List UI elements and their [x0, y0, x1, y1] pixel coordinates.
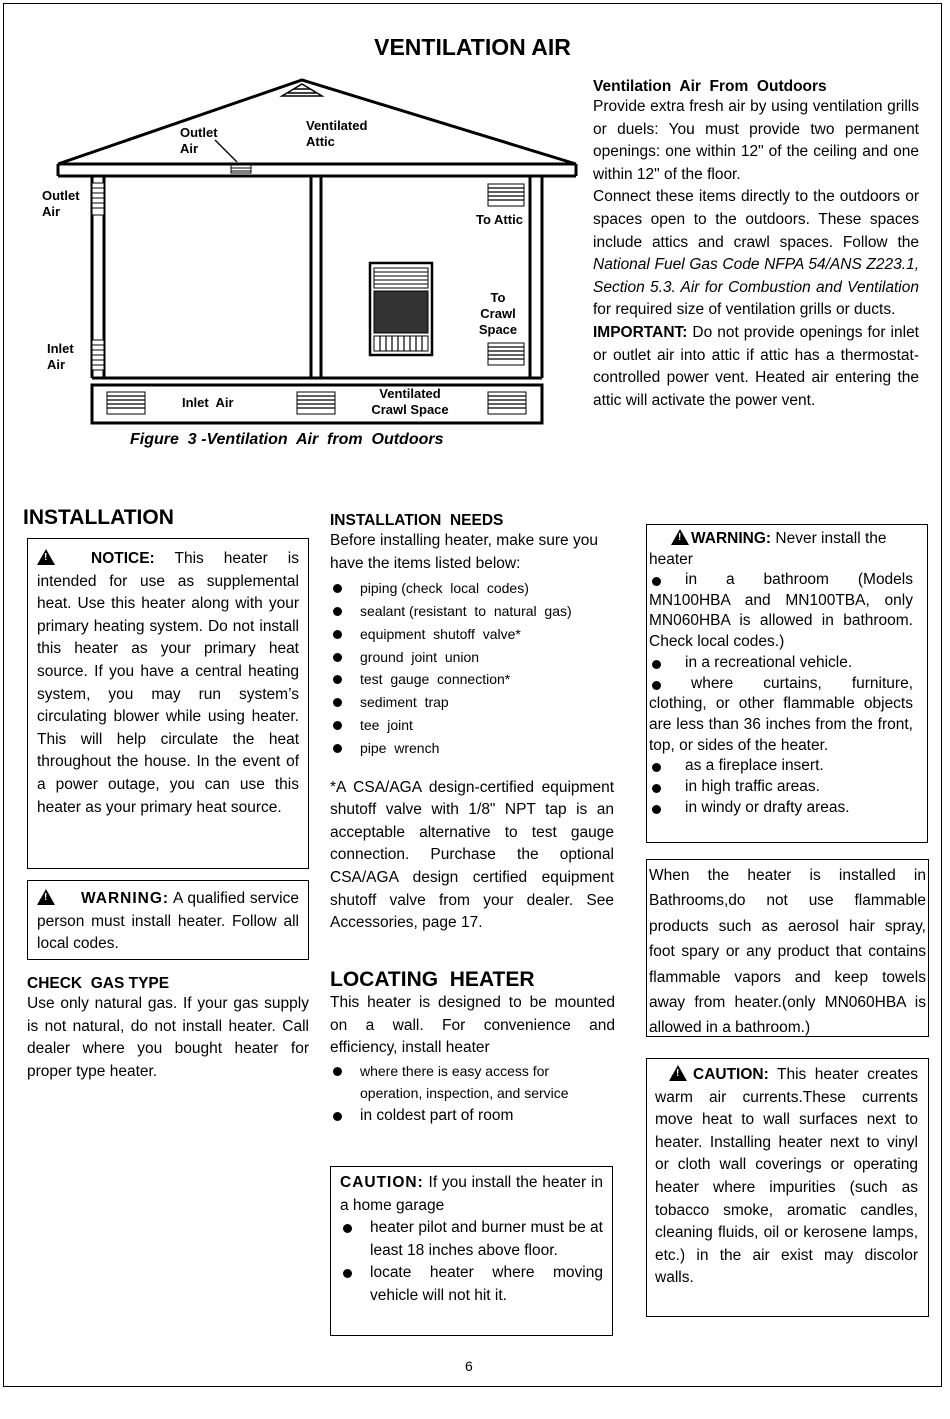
bathroom-box — [646, 859, 929, 1037]
figure-caption: Figure 3 -Ventilation Air from Outdoors — [130, 431, 444, 448]
needs-footnote: *A CSA/AGA design-certified equipment shutoff valve with 1/8" NPT tap is an acceptable alternative to test gauge connection. Purchase the optional CSA/AGA design certified equipment shutoff valve from your dealer. See Accessories, page 17. — [330, 778, 614, 932]
locating-heading: LOCATING HEATER — [330, 968, 535, 991]
locating-caution-box: CAUTION: If you install the heater in a home garage heater pilot and burner must be at least 18 inches above floor. locate heater where moving vehicle will not hit it. — [330, 1166, 613, 1336]
list-item: tee joint — [330, 714, 619, 737]
check-gas-heading: CHECK GAS TYPE — [27, 975, 170, 992]
list-item: in windy or drafty areas. — [649, 798, 913, 819]
needs-heading: INSTALLATION NEEDS — [330, 512, 504, 529]
label-inlet-air-bottom: Inlet Air — [182, 395, 234, 410]
warning-triangle-icon — [669, 1065, 687, 1081]
list-item: ground joint union — [330, 646, 619, 669]
list-item: locate heater where moving vehicle will not hit it. — [340, 1262, 603, 1307]
list-item: in coldest part of room — [330, 1105, 615, 1128]
list-item: sealant (resistant to natural gas) — [330, 600, 619, 623]
right-caution-box: !CAUTION: This heater creates warm air currents.These currents move heat to wall surfaces next to heater. Installing heater next to vinyl or cloth wall coverings or operating heater where impurities (such as tobacco smoke, aromatic candles, cleaning fluids, oil or kerosene lamps, etc.) in the air exist may discolor walls. — [646, 1058, 929, 1317]
list-item: pipe wrench — [330, 737, 619, 760]
label-outlet-air-left: Outlet Air — [42, 188, 80, 219]
list-item: in a bathroom (Models MN100HBA and MN100TBA, only MN060HBA is allowed in bathroom. Check local codes.) — [649, 570, 913, 653]
locating-intro: This heater is designed to be mounted on a wall. For convenience and efficiency, install heater — [330, 994, 615, 1057]
outdoors-heading: Ventilation Air From Outdoors — [593, 78, 827, 95]
locating-section — [330, 968, 615, 1128]
outdoors-para-2: Connect these items directly to the outdoors or spaces open to the outdoors. These spaces include attics and crawl spaces. Follow the National Fuel Gas Code NFPA 54/ANS Z223.1, Section 5.3. Air for Combustion and Ventilation for required size of ventilation grills or ducts. — [593, 188, 919, 319]
page-number: 6 — [465, 1358, 473, 1374]
right-warning-box: !WARNING: Never install the heater in a bathroom (Models MN100HBA and MN100TBA, only MN060HBA is allowed in bathroom. Check local codes.) in a recreational vehicle. where curtains, furniture, clothing, or other flammable objects are less than 36 inches from the front, top, or sides of the heater. as a fireplace insert. in high traffic areas. in windy or drafty areas. — [646, 524, 928, 843]
page-title: VENTILATION AIR — [374, 34, 571, 60]
warning-triangle-icon — [37, 889, 55, 905]
locating-list — [330, 1060, 615, 1128]
list-item: in high traffic areas. — [649, 777, 913, 798]
check-gas-section — [27, 975, 309, 1083]
label-ventilated-crawl-space: Ventilated Crawl Space — [371, 386, 449, 417]
list-item: heater pilot and burner must be at least 18 inches above floor. — [340, 1217, 603, 1262]
list-item: equipment shutoff valve* — [330, 623, 619, 646]
list-item: sediment trap — [330, 691, 619, 714]
warning-triangle-icon — [37, 549, 55, 565]
outdoors-para-1: Provide extra fresh air by using ventilation grills or duels: You must provide two permanent openings: one within 12" of the ceiling and one within 12" of the floor. — [593, 98, 919, 183]
heater-illustration — [370, 263, 432, 355]
label-ventilated-attic: Ventilated Attic — [306, 118, 368, 149]
needs-intro: Before installing heater, make sure you have the items listed below: — [330, 532, 598, 572]
needs-section — [330, 512, 619, 935]
label-to-attic: To Attic — [476, 212, 523, 227]
list-item: as a fireplace insert. — [649, 756, 913, 777]
list-item: in a recreational vehicle. — [649, 653, 913, 674]
label-to-crawl-space: To Crawl Space — [478, 290, 518, 337]
list-item: piping (check local codes) — [330, 577, 619, 600]
warning-triangle-icon — [671, 529, 689, 545]
check-gas-text: Use only natural gas. If your gas supply is not natural, do not install heater. Call dealer where you bought heater for proper type heater. — [27, 995, 309, 1080]
list-item: where there is easy access for operation, inspection, and service — [330, 1060, 615, 1105]
label-inlet-air-left: Inlet Air — [47, 341, 74, 372]
label-outlet-air-top: Outlet Air — [180, 125, 218, 156]
outdoors-section — [593, 78, 919, 412]
installation-heading: INSTALLATION — [23, 506, 174, 529]
bathroom-text: When the heater is installed in Bathrooms,do not use flammable products such as aerosol hair spray, foot spary or any product that contains flammable vapors and keep towels away from heater.(only MN060HBA is allowed in a bathroom.) — [649, 867, 926, 1037]
installation-warning-box: !WARNING: A qualified service person must install heater. Follow all local codes. — [27, 880, 309, 960]
list-item: test gauge connection* — [330, 668, 619, 691]
outdoors-important: IMPORTANT: Do not provide openings for inlet or outlet air into attic if attic has a thermostat-controlled power vent. Heated air entering the attic will activate the power vent. — [593, 323, 919, 409]
notice-box: !NOTICE: This heater is intended for use as supplemental heat. Use this heater along with your primary heating system. Do not install this heater as your primary heat source. If you have a central heating system, you may run system’s circulating blower while using heater. This will help circulate the heat throughout the house. In the event of a power outage, you can use this heater as your primary heat source. — [27, 538, 309, 869]
list-item: where curtains, furniture, clothing, or other flammable objects are less than 36 inches from the front, top, or sides of the heater. — [649, 674, 913, 757]
needs-list — [330, 577, 619, 759]
